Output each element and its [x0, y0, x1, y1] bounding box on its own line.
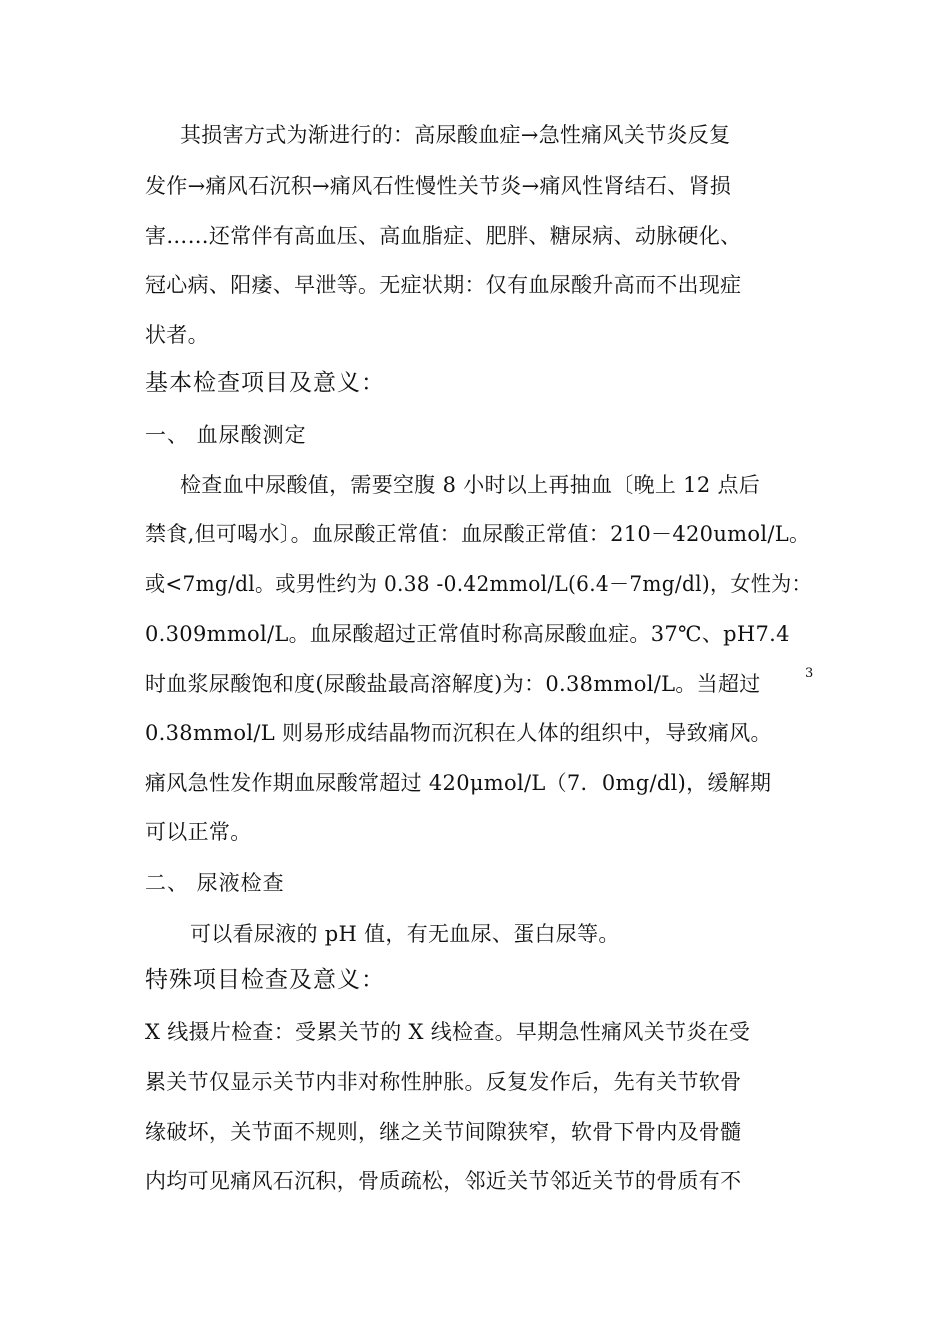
- paragraph-2-line-2: 禁食,但可喝水〕。血尿酸正常值：血尿酸正常值：210－420umol/L。: [145, 522, 811, 546]
- paragraph-4-line-4: 内均可见痛风石沉积，骨质疏松，邻近关节邻近关节的骨质有不: [145, 1169, 742, 1193]
- paragraph-2-line-6: 0.38mmol/L 则易形成结晶物而沉积在人体的组织中，导致痛风。: [145, 721, 772, 745]
- paragraph-2-line-4: 0.309mmol/L。血尿酸超过正常值时称高尿酸血症。37℃、pH7.4: [145, 622, 790, 646]
- section-1-title: 一、 血尿酸测定: [145, 423, 307, 447]
- paragraph-1-line-5: 状者。: [145, 323, 209, 347]
- heading-basic-exams: 基本检查项目及意义：: [145, 370, 385, 396]
- paragraph-2-line-3: 或<7mg/dl。或男性约为 0.38 -0.42mmol/L(6.4－7mg/dl)，女性为：: [145, 572, 812, 596]
- paragraph-3: 可以看尿液的 pH 值，有无血尿、蛋白尿等。: [190, 922, 620, 946]
- heading-special-exams: 特殊项目检查及意义：: [145, 967, 385, 993]
- paragraph-1-line-2: 发作→痛风石沉积→痛风石性慢性关节炎→痛风性肾结石、肾损: [145, 174, 732, 198]
- paragraph-4-line-2: 累关节仅显示关节内非对称性肿胀。反复发作后，先有关节软骨: [145, 1070, 742, 1094]
- paragraph-1-line-4: 冠心病、阳痿、早泄等。无症状期：仅有血尿酸升高而不出现症: [145, 273, 742, 297]
- paragraph-2-line-5: 时血浆尿酸饱和度(尿酸盐最高溶解度)为：0.38mmol/L。当超过: [145, 672, 761, 696]
- paragraph-4-line-3: 缘破坏，关节面不规则，继之关节间隙狭窄，软骨下骨内及骨髓: [145, 1120, 742, 1144]
- paragraph-4-line-1: X 线摄片检查：受累关节的 X 线检查。早期急性痛风关节炎在受: [145, 1020, 751, 1044]
- paragraph-1-line-3: 害……还常伴有高血压、高血脂症、肥胖、糖尿病、动脉硬化、: [145, 224, 742, 248]
- paragraph-2-line-7: 痛风急性发作期血尿酸常超过 420μmol/L（7．0mg/dl)，缓解期: [145, 771, 772, 795]
- paragraph-2-line-1: 检查血中尿酸值，需要空腹 8 小时以上再抽血〔晚上 12 点后: [180, 473, 761, 497]
- section-2-title: 二、 尿液检查: [145, 871, 285, 895]
- paragraph-2-line-8: 可以正常。: [145, 820, 252, 844]
- superscript-note: 3: [805, 666, 814, 681]
- paragraph-1-line-1: 其损害方式为渐进行的：高尿酸血症→急性痛风关节炎反复: [180, 123, 731, 147]
